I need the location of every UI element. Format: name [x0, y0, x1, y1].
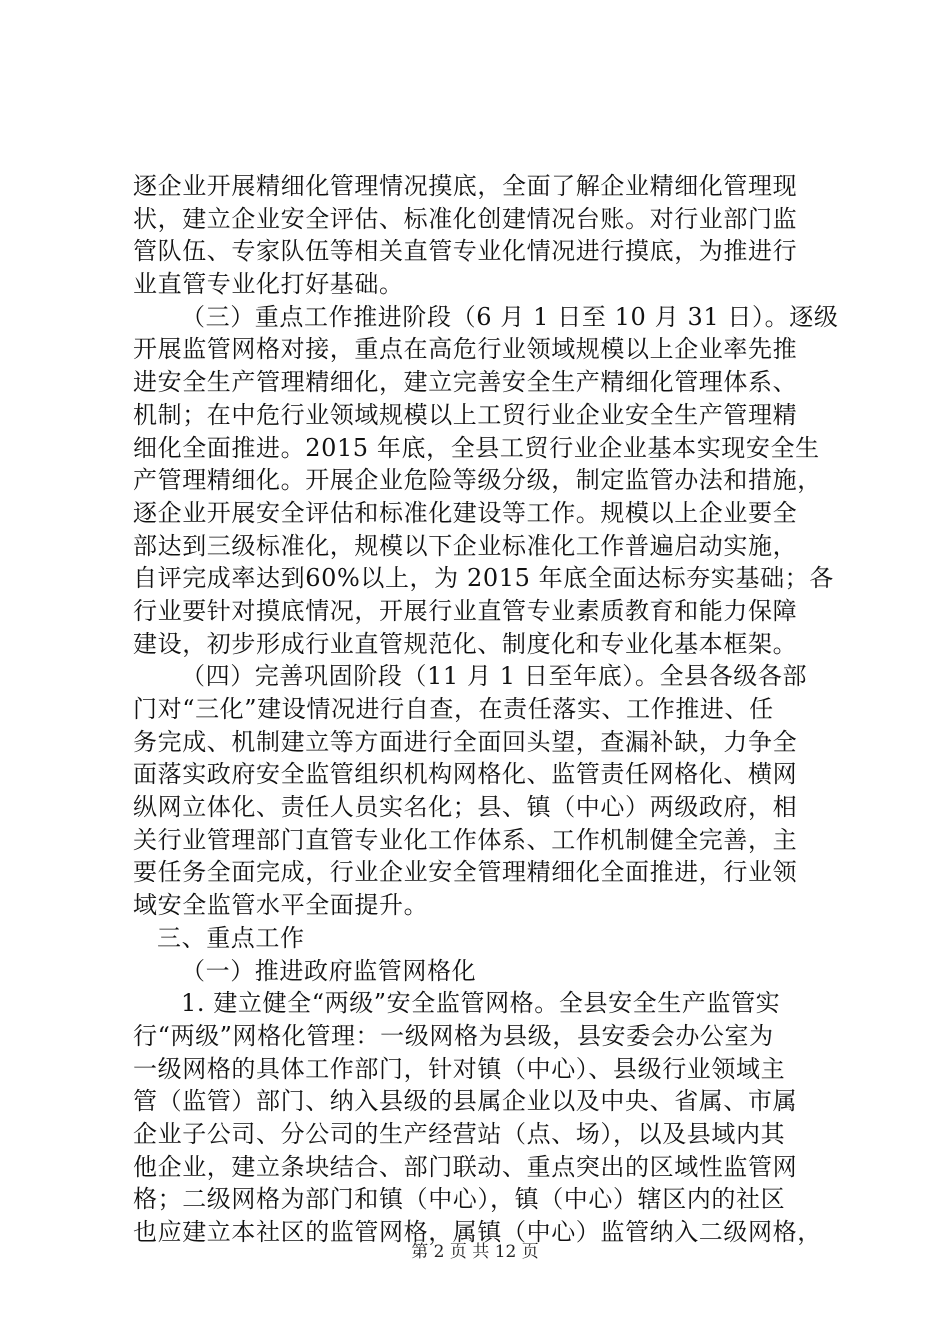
text-line: 机制；在中危行业领域规模以上工贸行业企业安全生产管理精 [133, 400, 798, 429]
text-line: 要任务全面完成，行业企业安全管理精细化全面推进，行业领 [133, 858, 798, 887]
text-line: 企业子公司、分公司的生产经营站（点、场），以及县域内其 [133, 1119, 786, 1148]
text-line: 行“两级”网格化管理：一级网格为县级，县安委会办公室为 [133, 1021, 774, 1050]
section-heading: 三、重点工作 [157, 923, 305, 952]
text-line: 格；二级网格为部门和镇（中心），镇（中心）辖区内的社区 [133, 1185, 786, 1214]
text-line: 域安全监管水平全面提升。 [133, 891, 429, 920]
text-line: 1. 建立健全“两级”安全监管网格。全县安全生产监管实 [181, 989, 781, 1018]
text-line: 逐企业开展安全评估和标准化建设等工作。规模以上企业要全 [133, 498, 798, 527]
text-line: 部达到三级标准化，规模以下企业标准化工作普遍启动实施， [133, 531, 798, 560]
text-line: 管队伍、专家队伍等相关直管专业化情况进行摸底，为推进行 [133, 237, 798, 266]
text-line: 建设，初步形成行业直管规范化、制度化和专业化基本框架。 [133, 629, 798, 658]
text-line: 一级网格的具体工作部门，针对镇（中心）、县级行业领域主 [133, 1054, 786, 1083]
text-line: 关行业管理部门直管专业化工作体系、工作机制健全完善，主 [133, 825, 798, 854]
text-line: 门对“三化”建设情况进行自查，在责任落实、工作推进、任 [133, 695, 774, 723]
text-line: 自评完成率达到60%以上，为 2015 年底全面达标夯实基础；各 [133, 564, 834, 593]
text-line: 业直管专业化打好基础。 [133, 270, 404, 299]
text-line: 纵网立体化、责任人员实名化；县、镇（中心）两级政府，相 [133, 793, 798, 822]
subsection-heading: （一）推进政府监管网格化 [181, 956, 477, 985]
text-line: 逐企业开展精细化管理情况摸底，全面了解企业精细化管理现 [133, 172, 798, 200]
text-line: 状，建立企业安全评估、标准化创建情况台账。对行业部门监 [133, 204, 798, 233]
text-line: 他企业，建立条块结合、部门联动、重点突出的区域性监管网 [133, 1152, 798, 1181]
text-line: 面落实政府安全监管组织机构网格化、监管责任网格化、横网 [133, 760, 798, 789]
text-line: 务完成、机制建立等方面进行全面回头望，查漏补缺，力争全 [133, 727, 798, 756]
document-body [133, 170, 839, 1249]
text-line: 行业要针对摸底情况，开展行业直管专业素质教育和能力保障 [133, 596, 798, 625]
text-line: 进安全生产管理精细化，建立完善安全生产精细化管理体系、 [133, 368, 798, 397]
text-line: （三）重点工作推进阶段（6 月 1 日至 10 月 31 日）。逐级 [181, 302, 839, 331]
page-number-footer: 第 2 页 共 12 页 [411, 1242, 539, 1262]
text-line: 开展监管网格对接，重点在高危行业领域规模以上企业率先推 [133, 335, 798, 364]
text-line: （四）完善巩固阶段（11 月 1 日至年底）。全县各级各部 [181, 662, 808, 691]
text-line: 也应建立本社区的监管网格，属镇（中心）监管纳入二级网格， [133, 1218, 822, 1246]
text-line: 产管理精细化。开展企业危险等级分级，制定监管办法和措施， [133, 466, 822, 495]
text-line: 细化全面推进。2015 年底，全县工贸行业企业基本实现安全生 [133, 433, 820, 462]
text-line: 管（监管）部门、纳入县级的县属企业以及中央、省属、市属 [133, 1087, 798, 1116]
